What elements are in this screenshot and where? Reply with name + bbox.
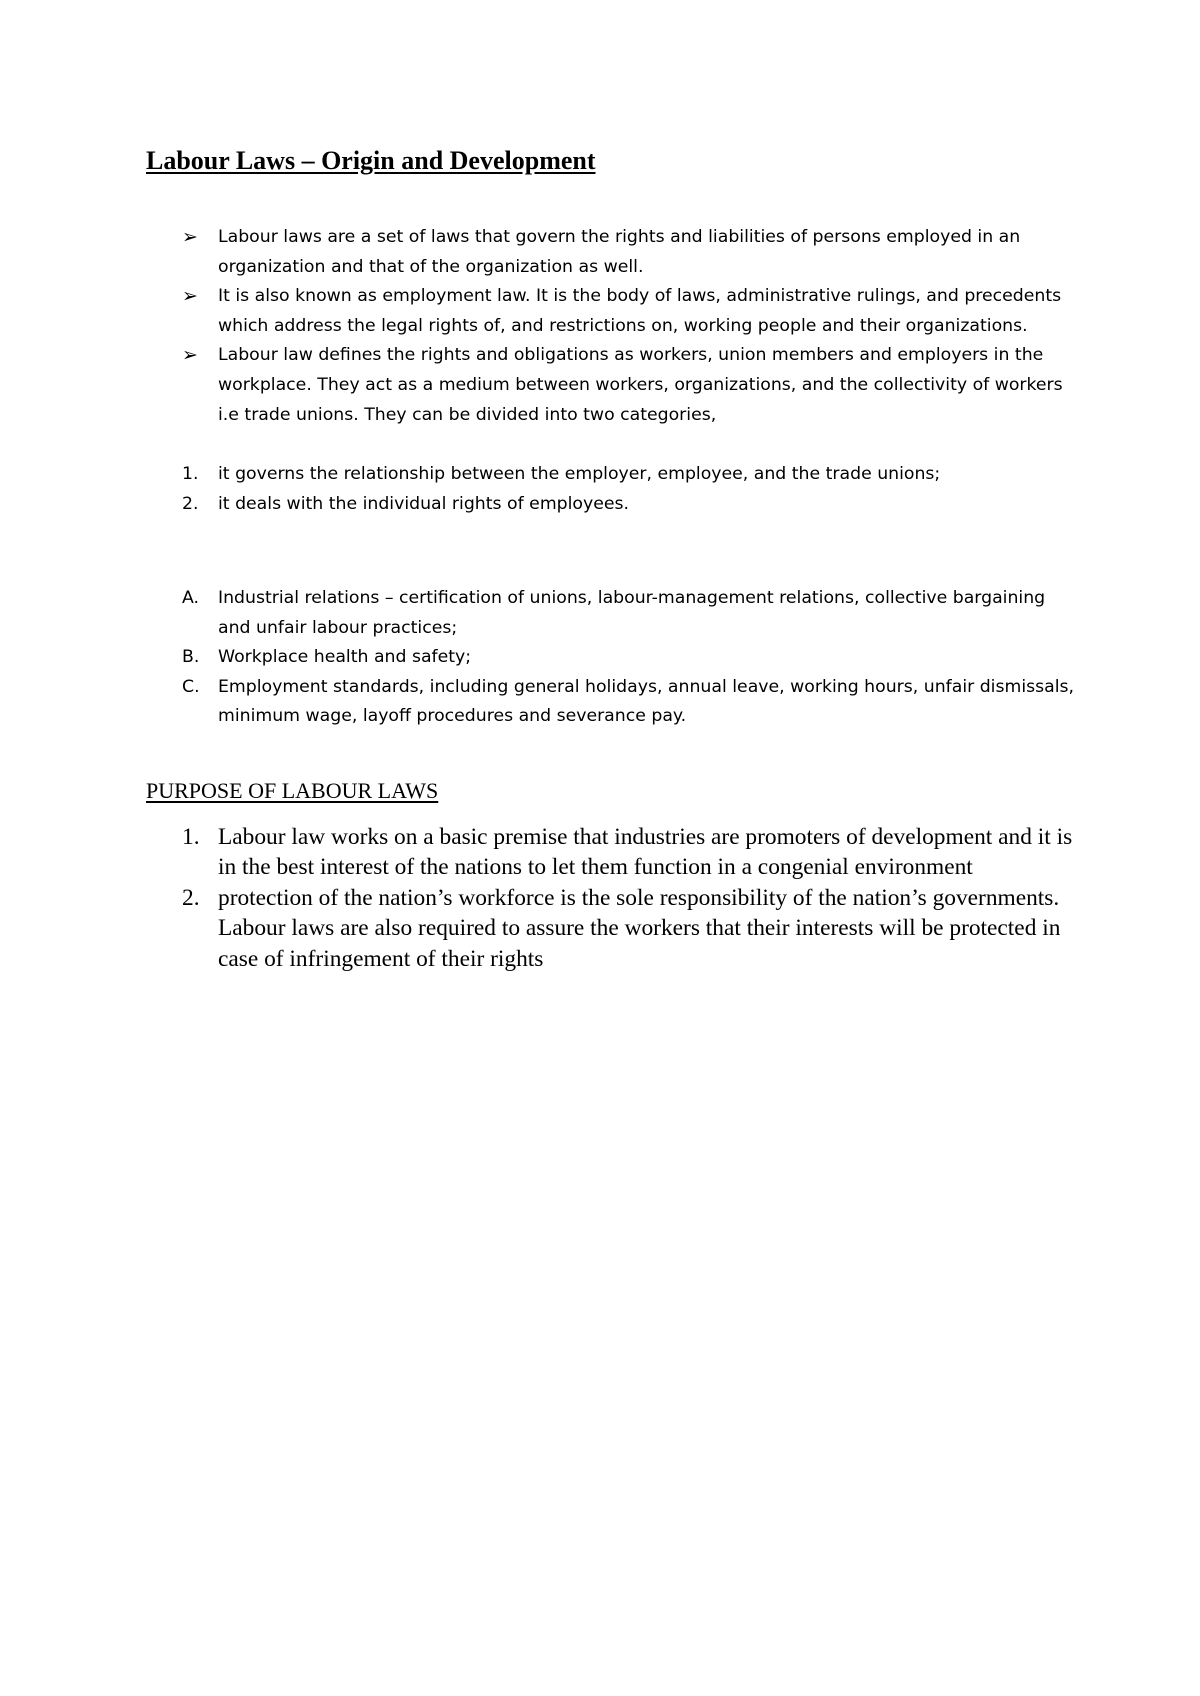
arrow-bullet-list [146, 223, 1076, 430]
list-item-text: Labour laws are a set of laws that govern the rights and liabilities of persons employed in an organization and that of the organization as well. [218, 227, 1021, 277]
list-letter: B. [182, 647, 200, 668]
numbered-list [146, 460, 1076, 519]
arrow-bullet-icon: ➢ [182, 226, 198, 248]
list-number: 2. [182, 884, 200, 911]
list-item-text: protection of the nation’s workforce is the sole responsibility of the nation’s governments. Labour laws are also required to assure the workers that their interests will be protected in case of infringement of their rights [218, 884, 1061, 972]
list-item-text: Labour law defines the rights and obligations as workers, union members and employers in the workplace. They act as a medium between workers, organizations, and the collectivity of workers i.e trade unions. They can be divided into two categories, [218, 345, 1063, 425]
list-item [146, 673, 1076, 732]
list-item [146, 643, 1076, 673]
arrow-bullet-icon: ➢ [182, 344, 198, 367]
purpose-heading: PURPOSE OF LABOUR LAWS [146, 778, 439, 803]
list-item-text: It is also known as employment law. It is the body of laws, administrative rulings, and precedents which address the legal rights of, and restrictions on, working people and their organizations. [218, 286, 1062, 336]
list-item [146, 883, 1076, 974]
list-number: 1. [182, 464, 199, 484]
purpose-list [146, 822, 1076, 974]
list-item-text: Industrial relations – certification of unions, labour-management relations, collective bargaining and unfair labour practices; [218, 588, 1046, 638]
list-item [146, 341, 1076, 430]
list-item [146, 584, 1076, 643]
list-item [146, 822, 1076, 883]
list-item-text: Workplace health and safety; [218, 647, 472, 668]
lettered-list [146, 584, 1076, 732]
list-number: 1. [182, 824, 200, 850]
list-number: 2. [182, 493, 199, 514]
list-item [146, 460, 1076, 490]
list-item [146, 490, 1076, 520]
document-title: Labour Laws – Origin and Development [146, 146, 596, 175]
list-item [146, 223, 1076, 282]
arrow-bullet-icon: ➢ [182, 285, 198, 308]
list-item-text: Labour law works on a basic premise that industries are promoters of development and it is in the best interest of the nations to let them function in a congenial environment [218, 824, 1073, 881]
list-item [146, 282, 1076, 341]
list-letter: C. [182, 676, 200, 697]
list-item-text: Employment standards, including general holidays, annual leave, working hours, unfair dismissals, minimum wage, layoff procedures and severance pay. [218, 676, 1075, 727]
list-item-text: it governs the relationship between the employer, employee, and the trade unions; [218, 464, 941, 484]
list-letter: A. [182, 588, 200, 608]
list-item-text: it deals with the individual rights of employees. [218, 493, 629, 514]
